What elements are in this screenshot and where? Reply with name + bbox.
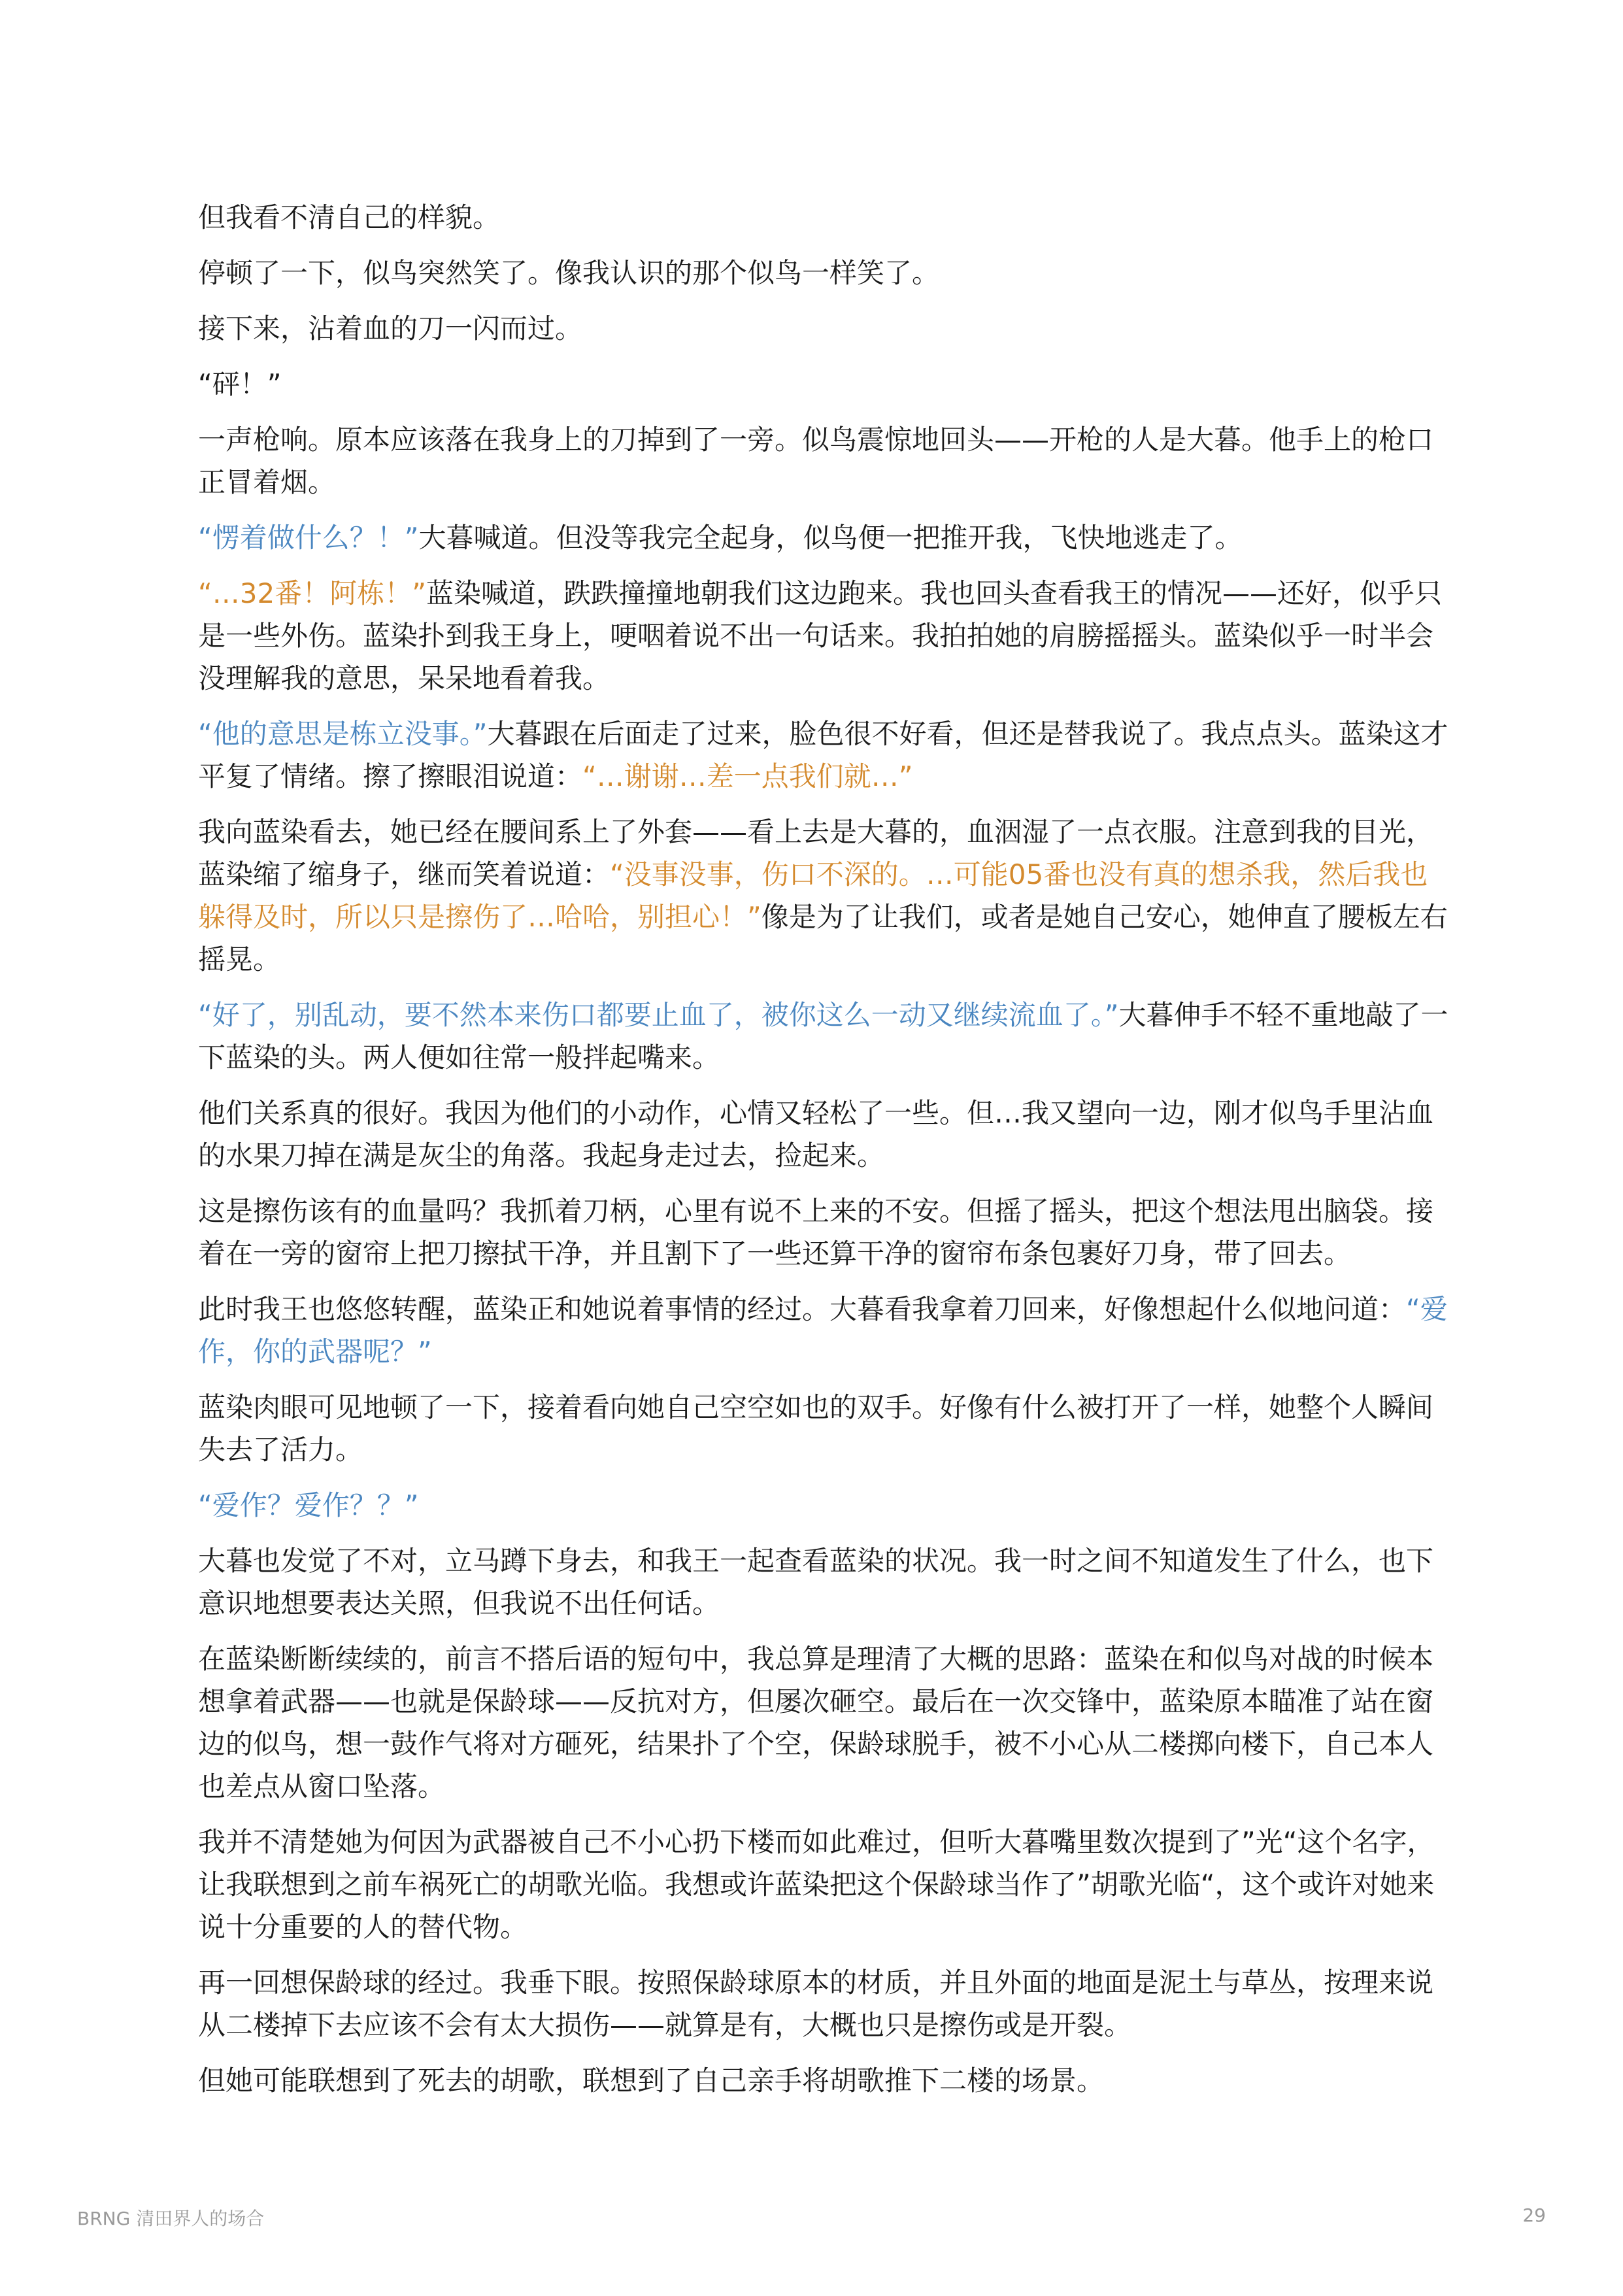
narration-text: 但我看不清自己的样貌。: [198, 201, 501, 233]
dialogue-text: “没事没事，伤口不深的。…可能05番也没有真的想杀我，然后我也躲得及时，所以只是擦伤了…哈哈，别担心！”: [198, 858, 1428, 933]
paragraph: [198, 418, 1453, 503]
narration-text: 我并不清楚她为何因为武器被自己不小心扔下楼而如此难过，但听大暮嘴里数次提到了”光“这个名字，让我联想到之前车祸死亡的胡歌光临。我想或许蓝染把这个保龄球当作了”胡歌光临“，这个或许对她来说十分重要的人的替代物。: [198, 1826, 1435, 1943]
document-body: [198, 196, 1453, 2115]
paragraph: [198, 1190, 1453, 1275]
narration-text: 一声枪响。原本应该落在我身上的刀掉到了一旁。似鸟震惊地回头——开枪的人是大暮。他手上的枪口正冒着烟。: [198, 424, 1434, 498]
paragraph: [198, 713, 1453, 798]
dialogue-text: “愣着做什么？！”: [198, 522, 419, 554]
narration-text: 接下来，沾着血的刀一闪而过。: [198, 312, 583, 345]
paragraph: [198, 1821, 1453, 1948]
narration-text: 再一回想保龄球的经过。我垂下眼。按照保龄球原本的材质，并且外面的地面是泥土与草丛，按理来说从二楼掉下去应该不会有太大损伤——就算是有，大概也只是擦伤或是开裂。: [198, 1967, 1434, 2041]
dialogue-text: “…谢谢…差一点我们就…”: [582, 760, 913, 792]
narration-text: 大暮也发觉了不对，立马蹲下身去，和我王一起查看蓝染的状况。我一时之间不知道发生了什么，也下意识地想要表达关照，但我说不出任何话。: [198, 1545, 1434, 1619]
page-number: 29: [1522, 2204, 1546, 2226]
paragraph: [198, 811, 1453, 981]
narration-text: 在蓝染断断续续的，前言不搭后语的短句中，我总算是理清了大概的思路：蓝染在和似鸟对战的时候本想拿着武器——也就是保龄球——反抗对方，但屡次砸空。最后在一次交锋中，蓝染原本瞄准了站在窗边的似鸟，想一鼓作气将对方砸死，结果扑了个空，保龄球脱手，被不小心从二楼掷向楼下，自己本人也差点从窗口坠落。: [198, 1643, 1434, 1802]
dialogue-text: “爱作？爱作？？”: [198, 1489, 419, 1521]
paragraph: [198, 307, 1453, 350]
dialogue-text: “他的意思是栋立没事。”: [198, 718, 488, 750]
paragraph: [198, 363, 1453, 405]
paragraph: [198, 1638, 1453, 1808]
narration-text: 停顿了一下，似鸟突然笑了。像我认识的那个似鸟一样笑了。: [198, 257, 940, 289]
paragraph: [198, 196, 1453, 239]
paragraph: [198, 1961, 1453, 2046]
paragraph: [198, 1288, 1453, 1373]
paragraph: [198, 1540, 1453, 1625]
paragraph: [198, 2059, 1453, 2102]
narration-text: 大暮伸手不轻不重地敲了一下蓝染的头。两人便如往常一般拌起嘴来。: [198, 999, 1448, 1073]
narration-text: 蓝染喊道，跌跌撞撞地朝我们这边跑来。我也回头查看我王的情况——还好，似乎只是一些外伤。蓝染扑到我王身上，哽咽着说不出一句话来。我拍拍她的肩膀摇摇头。蓝染似乎一时半会没理解我的意思，呆呆地看着我。: [198, 577, 1442, 694]
paragraph: [198, 572, 1453, 700]
paragraph: [198, 1386, 1453, 1471]
narration-text: 像是为了让我们，或者是她自己安心，她伸直了腰板左右摇晃。: [198, 901, 1448, 975]
narration-text: 这是擦伤该有的血量吗？我抓着刀柄，心里有说不上来的不安。但摇了摇头，把这个想法甩出脑袋。接着在一旁的窗帘上把刀擦拭干净，并且割下了一些还算干净的窗帘布条包裹好刀身，带了回去。: [198, 1195, 1434, 1270]
paragraph: [198, 994, 1453, 1079]
footer-title: BRNG 清田界人的场合: [77, 2208, 265, 2229]
narration-text: “砰！”: [198, 368, 282, 400]
narration-text: 此时我王也悠悠转醒，蓝染正和她说着事情的经过。大暮看我拿着刀回来，好像想起什么似地问道：: [198, 1293, 1407, 1325]
paragraph: [198, 516, 1453, 559]
dialogue-text: “好了，别乱动，要不然本来伤口都要止血了，被你这么一动又继续流血了。”: [198, 999, 1119, 1031]
narration-text: 大暮喊道。但没等我完全起身，似鸟便一把推开我，飞快地逃走了。: [418, 522, 1243, 554]
dialogue-text: “爱作，你的武器呢？”: [198, 1293, 1448, 1368]
narration-text: 大暮跟在后面走了过来，脸色很不好看，但还是替我说了。我点点头。蓝染这才平复了情绪。擦了擦眼泪说道：: [198, 718, 1448, 792]
dialogue-text: “…32番！阿栋！”: [198, 577, 426, 609]
narration-text: 但她可能联想到了死去的胡歌，联想到了自己亲手将胡歌推下二楼的场景。: [198, 2065, 1105, 2097]
paragraph: [198, 252, 1453, 294]
paragraph: [198, 1092, 1453, 1177]
narration-text: 他们关系真的很好。我因为他们的小动作，心情又轻松了一些。但…我又望向一边，刚才似鸟手里沾血的水果刀掉在满是灰尘的角落。我起身走过去，捡起来。: [198, 1097, 1434, 1172]
narration-text: 我向蓝染看去，她已经在腰间系上了外套——看上去是大暮的，血洇湿了一点衣服。注意到我的目光，蓝染缩了缩身子，继而笑着说道：: [198, 816, 1434, 890]
paragraph: [198, 1484, 1453, 1527]
narration-text: 蓝染肉眼可见地顿了一下，接着看向她自己空空如也的双手。好像有什么被打开了一样，她整个人瞬间失去了活力。: [198, 1391, 1434, 1466]
